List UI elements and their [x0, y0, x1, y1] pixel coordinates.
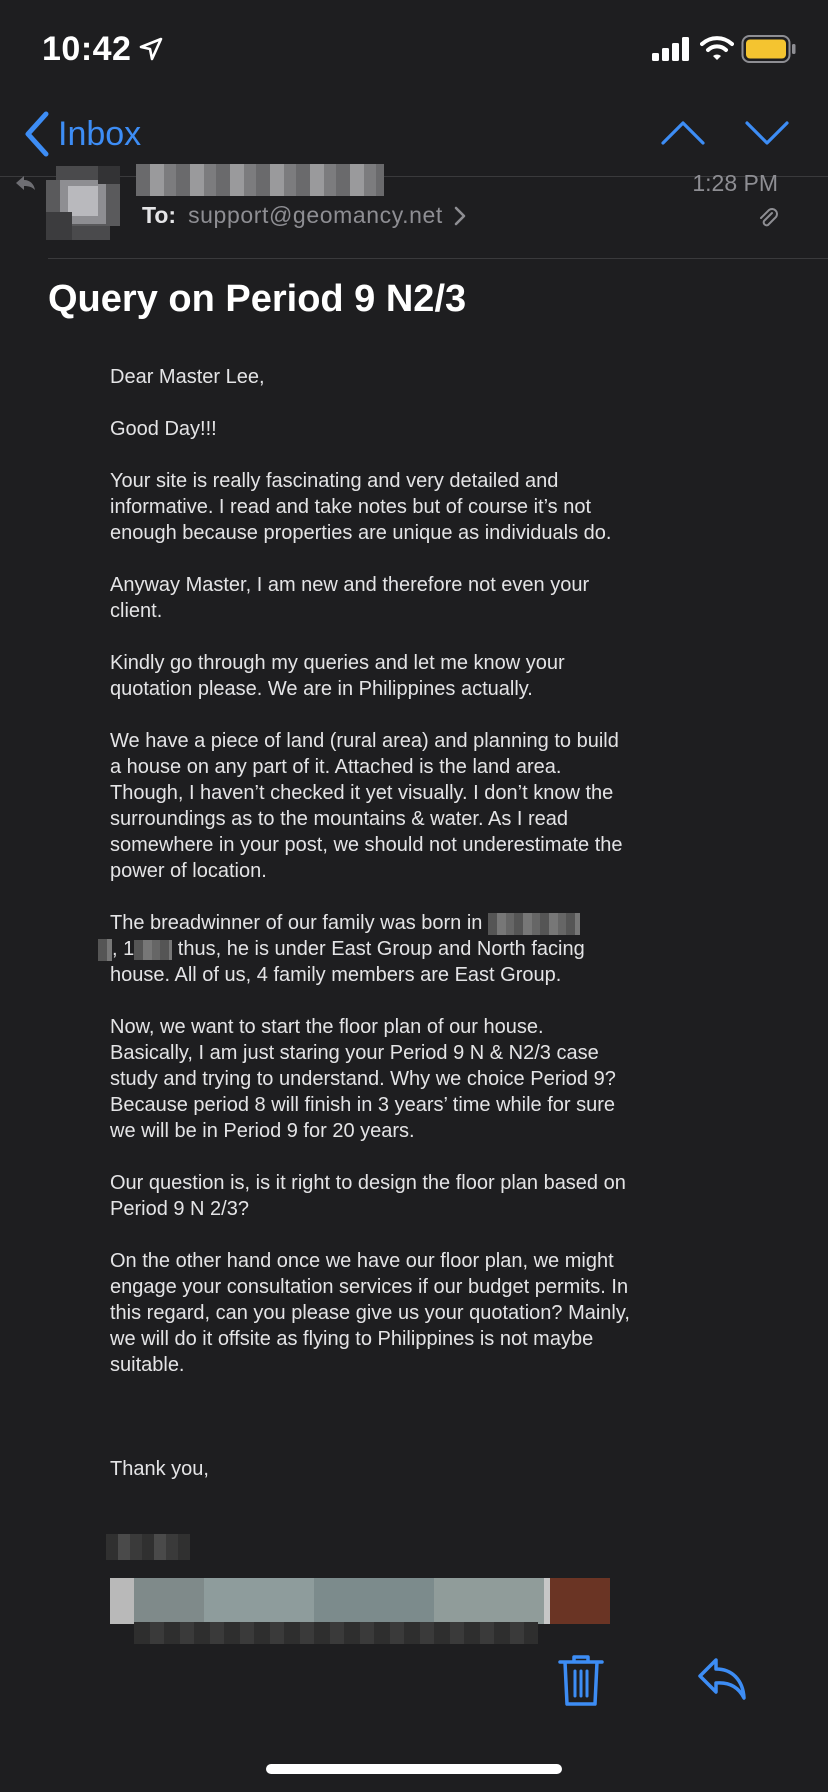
recipient-row[interactable] [142, 202, 467, 229]
body-paragraph: Our question is, is it right to design the floor plan based on Period 9 N 2/3? [110, 1172, 626, 1220]
recipient-address: support@geomancy.net [188, 202, 443, 228]
message-subject: Query on Period 9 N2/3 [48, 278, 467, 320]
breadwinner-paragraph [110, 910, 630, 988]
to-label: To: [142, 202, 177, 228]
location-icon [138, 36, 164, 62]
navigation-bar [0, 96, 828, 176]
reply-icon[interactable] [696, 1656, 748, 1702]
back-label: Inbox [58, 114, 142, 153]
body-paragraph: Now, we want to start the floor plan of our house. Basically, I am just staring your Period 9 N & N2/3 case study and trying to understand. Why we choice Period 9? Because period 8 will finish in 3 years’ time while for sure we will be in Period 9 for 20 years. [110, 1016, 616, 1142]
body-paragraph: We have a piece of land (rural area) and planning to build a house on any part of it. Attached is the land area. Though, I haven’t checked it yet visually. I don’t know the surroundings as to the mountains & water. As I read somewhere in your post, we should not underestimate the power of location. [110, 730, 623, 882]
trash-icon[interactable] [556, 1652, 606, 1708]
breadwinner-text-3: thus, he is under East Group and North facing house. All of us, 4 family members are East Group. [110, 938, 585, 986]
attachment-image-preview[interactable] [110, 1578, 610, 1624]
breadwinner-text-2: , 1 [112, 938, 135, 960]
body-paragraph: Anyway Master, I am new and therefore not even your client. [110, 574, 590, 622]
replied-arrow-icon [14, 174, 36, 192]
body-spacer [110, 1404, 630, 1456]
body-paragraph: Kindly go through my queries and let me know your quotation please. We are in Philippines actually. [110, 652, 565, 700]
chevron-left-icon [22, 110, 52, 158]
wifi-icon [700, 34, 734, 62]
paperclip-icon [756, 206, 780, 230]
header-divider [48, 258, 828, 259]
birthdate-redacted [488, 913, 580, 935]
status-time: 10:42 [42, 30, 132, 68]
birth-year-redacted [134, 940, 172, 960]
back-to-inbox-button[interactable] [22, 108, 141, 160]
breadwinner-text-1: The breadwinner of our family was born in [110, 912, 488, 934]
chevron-right-icon [453, 206, 467, 226]
sender-avatar[interactable] [46, 166, 120, 240]
birthdate-redacted [98, 939, 112, 961]
status-bar [0, 0, 828, 96]
next-message-button[interactable] [744, 110, 790, 156]
body-paragraph: Your site is really fascinating and very detailed and informative. I read and take notes but of course it’s not enough because properties are unique as individuals do. [110, 470, 612, 544]
closing: Thank you, [110, 1458, 209, 1480]
message-body [110, 364, 630, 1508]
signal-icon [651, 36, 691, 62]
body-paragraph: On the other hand once we have our floor plan, we might engage your consultation services if our budget permits. In this regard, can you please give us your quotation? Mainly, we will do it offsite as flying to Philippines is not maybe suitable. [110, 1250, 630, 1376]
sender-name-redacted [136, 164, 384, 196]
attachment-caption-redacted [134, 1622, 538, 1644]
greeting: Dear Master Lee, [110, 366, 265, 388]
previous-message-button[interactable] [660, 110, 706, 156]
body-paragraph: Good Day!!! [110, 418, 217, 440]
battery-icon [741, 34, 797, 64]
home-indicator[interactable] [266, 1764, 562, 1774]
message-time: 1:28 PM [692, 170, 778, 196]
signature-redacted [106, 1534, 190, 1560]
